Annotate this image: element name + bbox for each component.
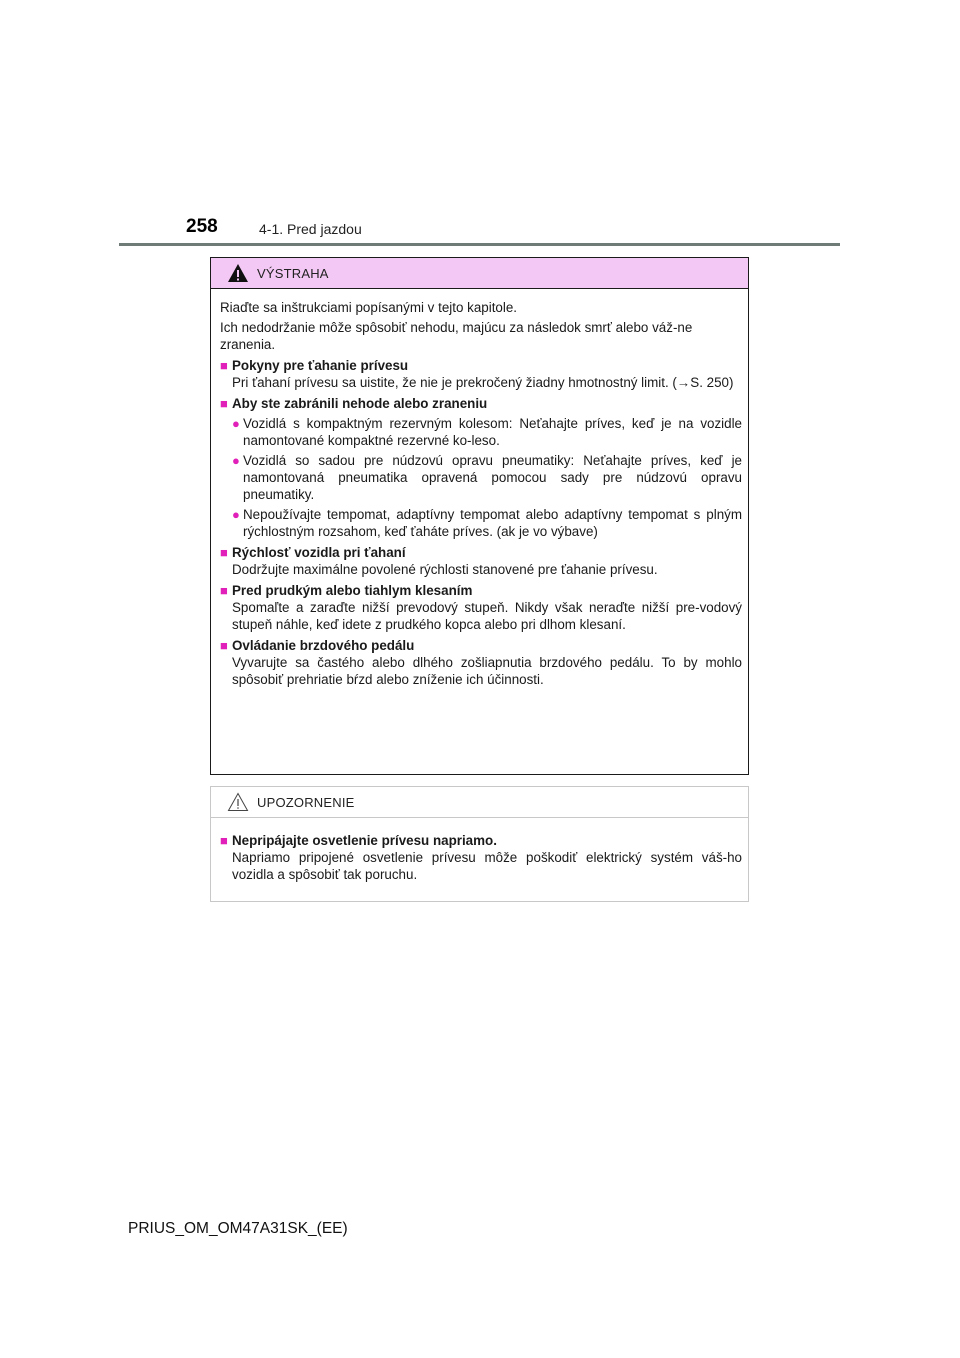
square-bullet-icon: ■ (220, 638, 228, 653)
warning-triangle-icon (227, 263, 249, 283)
square-bullet-icon: ■ (220, 358, 228, 373)
notice-header (211, 787, 748, 818)
list-item (220, 452, 742, 503)
section-heading: Aby ste zabránili nehode alebo zraneniu (232, 396, 488, 411)
section-text: Dodržujte maximálne povolené rýchlosti stanovené pre ťahanie prívesu. (232, 562, 658, 577)
square-bullet-icon: ■ (220, 396, 228, 411)
caution-triangle-outline-icon (227, 792, 249, 812)
warning-section-3 (220, 544, 742, 578)
warning-body (211, 289, 748, 688)
warning-intro-2: Ich nedodržanie môže spôsobiť nehodu, majúcu za následok smrť alebo váž-ne zranenia. (220, 320, 693, 352)
round-bullet-icon: ● (232, 507, 240, 522)
notice-title: UPOZORNENIE (257, 794, 355, 810)
section-heading: Nepripájajte osvetlenie prívesu napriamo. (232, 833, 497, 848)
section-text: Vyvarujte sa častého alebo dlhého zošliapnutia brzdového pedálu. To by mohlo spôsobiť prehriatie bŕzd alebo zníženie ich účinnosti. (232, 655, 742, 687)
warning-intro-1: Riaďte sa inštrukciami popísanými v tejto kapitole. (220, 300, 518, 315)
warning-section-2 (220, 395, 742, 540)
document-code: PRIUS_OM_OM47A31SK_(EE) (128, 1220, 348, 1237)
section-text: Napriamo pripojené osvetlenie prívesu môže poškodiť elektrický systém váš-ho vozidla a spôsobiť tak poruchu. (232, 850, 742, 882)
section-heading: Pokyny pre ťahanie prívesu (232, 358, 409, 373)
warning-section-1 (220, 357, 742, 391)
warning-title: VÝSTRAHA (257, 265, 329, 281)
header-rule (119, 243, 840, 246)
round-bullet-icon: ● (232, 453, 240, 468)
round-bullet-icon: ● (232, 416, 240, 431)
list-item-text: Vozidlá so sadou pre núdzovú opravu pneumatiky: Neťahajte príves, keď je namontovaná pneumatika opravená pomocou sady pre núdzovú opravu pneumatiky. (243, 453, 742, 502)
notice-section-1 (220, 832, 742, 883)
list-item-text: Vozidlá s kompaktným rezervným kolesom: Neťahajte príves, keď je na vozidle namontované kompaktné rezervné ko-leso. (243, 416, 742, 448)
page-number: 258 (186, 216, 218, 237)
square-bullet-icon: ■ (220, 545, 228, 560)
warning-section-4 (220, 582, 742, 633)
square-bullet-icon: ■ (220, 833, 228, 848)
notice-box (210, 786, 749, 902)
warning-header (211, 258, 748, 289)
section-text: Pri ťahaní prívesu sa uistite, že nie je prekročený žiadny hmotnostný limit. (→S. 250) (232, 375, 734, 390)
list-item (220, 415, 742, 449)
square-bullet-icon: ■ (220, 583, 228, 598)
warning-section-5 (220, 637, 742, 688)
section-text: Spomaľte a zaraďte nižší prevodový stupeň. Nikdy však neraďte nižší pre-vodový stupeň náhle, keď idete z prudkého kopca alebo pri dlhom klesaní. (232, 600, 742, 632)
warning-box (210, 257, 749, 775)
section-title: 4-1. Pred jazdou (259, 221, 362, 237)
list-item (220, 506, 742, 540)
section-heading: Rýchlosť vozidla pri ťahaní (232, 545, 406, 560)
list-item-text: Nepoužívajte tempomat, adaptívny tempomat alebo adaptívny tempomat s plným rýchlostným rozsahom, keď ťaháte príves. (ak je vo výbave) (243, 507, 742, 539)
section-heading: Ovládanie brzdového pedálu (232, 638, 415, 653)
section-heading: Pred prudkým alebo tiahlym klesaním (232, 583, 473, 598)
notice-body (211, 818, 748, 883)
